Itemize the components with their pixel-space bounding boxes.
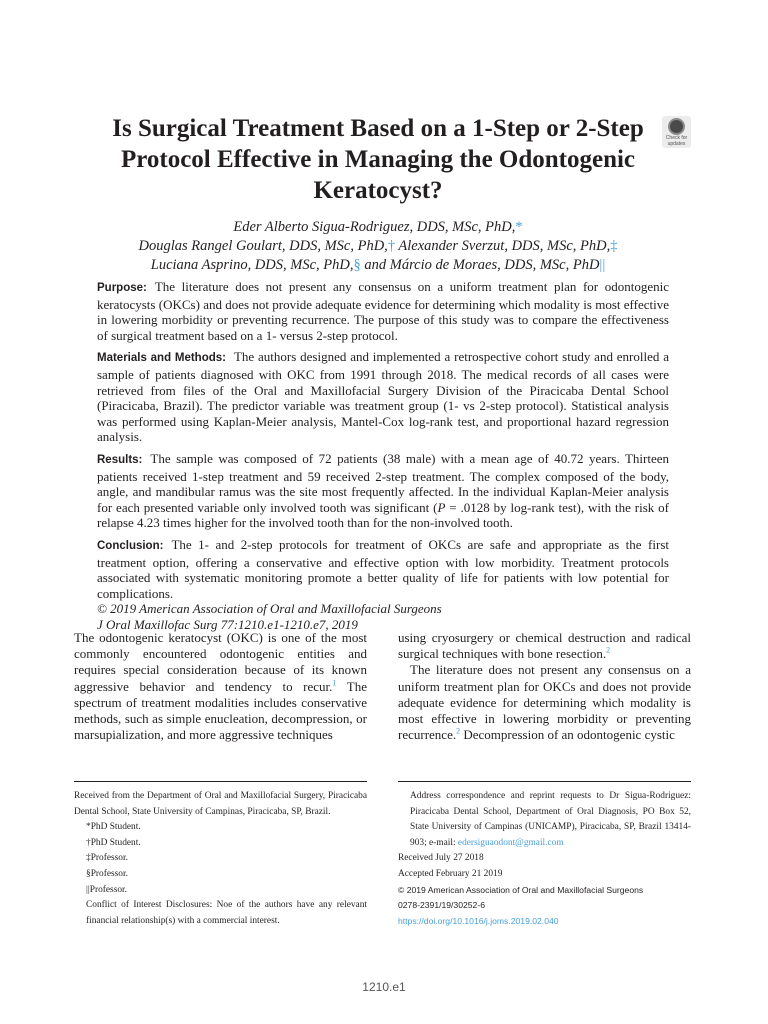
email-link[interactable]: edersiguaodont@gmail.com <box>457 837 564 848</box>
footnote-divider-left <box>74 781 367 782</box>
methods-text: The authors designed and implemented a retrospective cohort study and enrolled a sample of patients diagnosed with OKC from 1991 through 2018. The medical records of all cases were retrieved from files of the Oral and Maxillofacial Surgery Division of the Piracicaba Dental School (Piracicaba, Brazil). The predictor variable was treatment group (1- vs 2-step protocol). Statistical analysis was performed using Kaplan-Meier analysis, Mantel-Cox log-rank test, and proportional hazard regression analysis. <box>97 349 669 445</box>
purpose-heading: Purpose: <box>97 282 147 294</box>
body-paragraph-1-end <box>398 630 691 662</box>
abstract-methods <box>97 349 669 445</box>
purpose-text: The literature does not present any consensus on a uniform treatment plan for odontogenic keratocysts (OKCs) and does not provide adequate evidence for determining which modality is most effective in lowering morbidity or preventing recurrence. The purpose of this study was to compare the effectiveness of surgical treatment based on a 1- versus 2-step protocol. <box>97 279 669 343</box>
conclusion-text: The 1- and 2-step protocols for treatment of OKCs are safe and appropriate as the first treatment option, offering a conservative and effective option with low morbidity. Treatment protocols associated with systematic monitoring promote a better quality of life for patients with low potential for complications. <box>97 536 669 601</box>
author-5: and Márcio de Moraes, DDS, MSc, PhD <box>360 257 600 273</box>
footer-copyright: © 2019 American Association of Oral and Maxillofacial Surgeons <box>398 884 644 895</box>
results-p-symbol: P <box>437 499 446 515</box>
affiliation-note: Received from the Department of Oral and Maxillofacial Surgery, Piracicaba Dental School, State University of Campinas, Piracicaba, SP, Brazil. <box>74 791 367 817</box>
reference-2-link-b[interactable]: 2 <box>456 726 461 736</box>
footnotes-right <box>398 789 691 929</box>
body-paragraph-1 <box>74 630 367 743</box>
body-right-column <box>398 630 691 743</box>
footnote-1: *PhD Student. <box>86 822 141 833</box>
author-4: Luciana Asprino, DDS, MSc, PhD, <box>150 257 354 273</box>
author-3-marker[interactable]: ‡ <box>610 238 618 254</box>
abstract-purpose <box>97 279 669 343</box>
author-4-marker[interactable]: § <box>353 257 361 273</box>
author-2: Douglas Rangel Goulart, DDS, MSc, PhD, <box>138 238 388 254</box>
footnote-3: ‡Professor. <box>86 853 128 864</box>
results-heading: Results: <box>97 453 143 466</box>
footnote-divider-right <box>398 781 691 782</box>
issn: 0278-2391/19/30252-6 <box>398 900 485 911</box>
results-text-a: The sample was composed of 72 patients (38 male) with a mean age of 40.72 years. Thirteen patients received 1-step treatment and 59 received 2-step treatment. The complex composed of the body, angle, and mandibular ramus was the site most frequently affected. In the individual Kaplan-Meier analysis for each presented variable only involved tooth was significant ( <box>97 450 669 515</box>
check-for-updates-badge[interactable] <box>662 116 691 148</box>
doi-link[interactable]: https://doi.org/10.1016/j.joms.2019.02.040 <box>398 915 559 926</box>
body-left-column <box>74 630 367 743</box>
abstract <box>97 279 669 633</box>
badge-label-1: Check for <box>665 135 688 141</box>
journal-citation: J Oral Maxillofac Surg 77:1210.e1-1210.e7, 2019 <box>97 617 358 633</box>
body-paragraph-2-continued: Decompression of an odontogenic cystic <box>460 727 675 743</box>
author-5-marker[interactable]: || <box>599 257 606 273</box>
badge-label-2: updates <box>667 141 686 147</box>
author-3: Alexander Sverzut, DDS, MSc, PhD, <box>395 238 611 254</box>
methods-heading: Materials and Methods: <box>97 352 226 365</box>
author-1-marker[interactable]: * <box>515 219 523 235</box>
footnote-5: ||Professor. <box>86 884 127 895</box>
results-text-b: = .0128 by log-rank test), with the risk of relapse 4.23 times higher for the involved tooth than for the non-involved tooth. <box>97 499 669 531</box>
abstract-results <box>97 451 669 531</box>
reference-1-link[interactable]: 1 <box>332 678 337 688</box>
author-2-marker[interactable]: † <box>387 238 396 254</box>
accepted-date: Accepted February 21 2019 <box>398 868 503 879</box>
reference-2-link[interactable]: 2 <box>606 645 611 655</box>
conclusion-heading: Conclusion: <box>97 539 164 552</box>
author-list <box>100 218 656 275</box>
footnotes-left <box>74 789 367 929</box>
correspondence-address: Address correspondence and reprint requests to Dr Sigua-Rodriguez: Piracicaba Dental School, Department of Oral Diagnosis, PO Box 52, State University of Campinas (UNICAMP), Piracicaba, SP, Brazil 13414-903; e-mail: <box>410 791 691 848</box>
conflict-of-interest: Conflict of Interest Disclosures: Noe of the authors have any relevant financial relationship(s) with a commercial interest. <box>86 900 367 926</box>
author-1: Eder Alberto Sigua-Rodriguez, DDS, MSc, PhD, <box>233 219 516 235</box>
check-for-updates-icon <box>668 118 685 135</box>
abstract-conclusion <box>97 537 669 601</box>
body-paragraph-1-text: The odontogenic keratocyst (OKC) is one of the most commonly encountered odontogenic entities and requires special consideration because of its known aggressive behavior and tendency to recur. <box>74 630 367 694</box>
received-date: Received July 27 2018 <box>398 853 484 864</box>
article-title: Is Surgical Treatment Based on a 1-Step or 2-Step Protocol Effective in Managing the Odontogenic Keratocyst? <box>112 115 644 204</box>
body-paragraph-2 <box>398 662 691 743</box>
footnote-4: §Professor. <box>86 868 128 879</box>
footnote-2: †PhD Student. <box>86 837 141 848</box>
page-number: 1210.e1 <box>362 980 406 994</box>
body-paragraph-1-continued: The spectrum of treatment modalities includes conservative methods, such as simple enucleation, decompression, or marsupialization, and more aggressive techniques <box>74 678 367 743</box>
body-paragraph-1-end-text: using cryosurgery or chemical destruction and radical surgical techniques with bone resection. <box>398 630 691 662</box>
body-paragraph-2-text: The literature does not present any consensus on a uniform treatment plan for OKCs and does not provide adequate evidence for determining which modality is most effective in lowering morbidity or preventing recurrence. <box>398 662 691 743</box>
abstract-copyright: © 2019 American Association of Oral and Maxillofacial Surgeons <box>97 601 442 617</box>
correspondence-note <box>398 789 691 851</box>
